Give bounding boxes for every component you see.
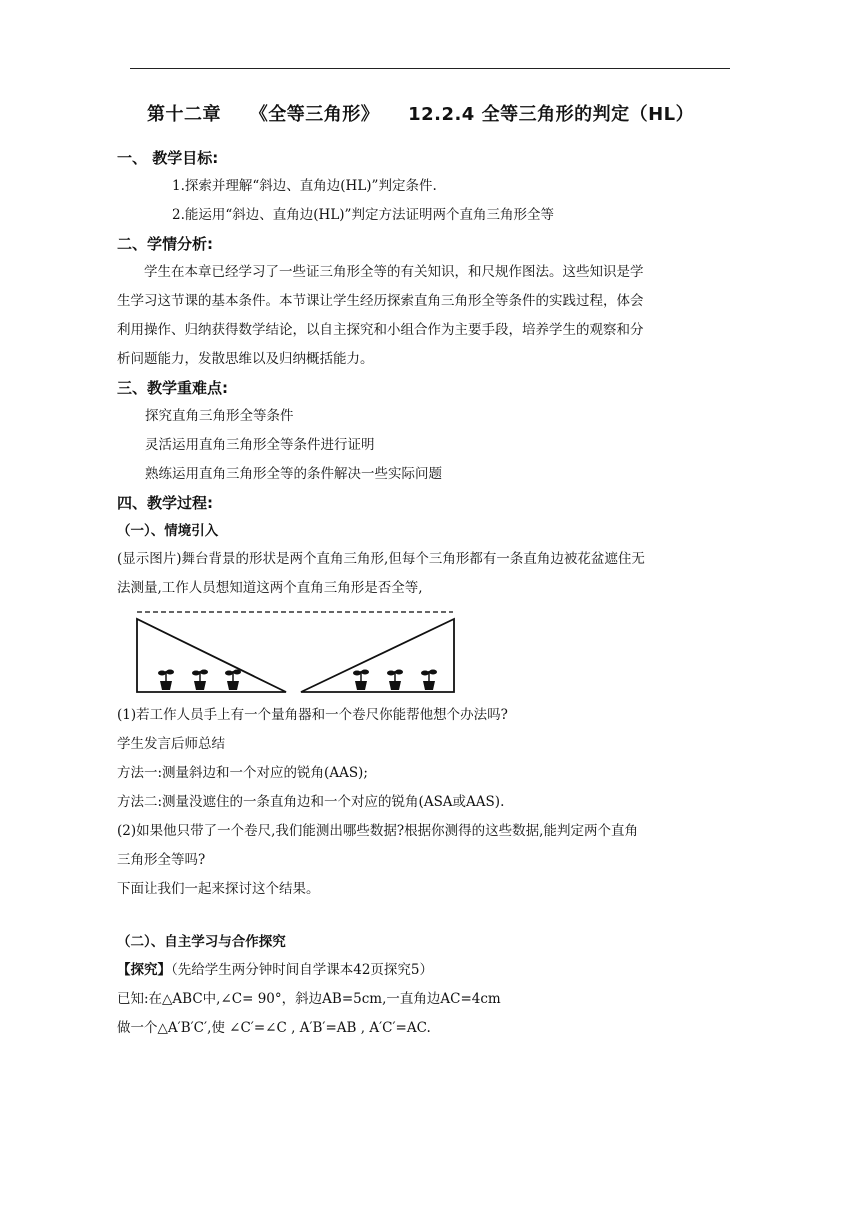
flowerpot-icon (387, 670, 403, 691)
explore-text: （先给学生两分钟时间自学课本42页探究5） (171, 962, 434, 978)
construct-line: 做一个△A′B′C′,使 ∠C′=∠C , A′B′=AB , A′C′=AC. (117, 1020, 431, 1036)
keypoint-item: 熟练运用直角三角形全等的条件解决一些实际问题 (145, 466, 442, 482)
goal-item: 1.探索并理解“斜边、直角边(HL)”判定条件. (172, 178, 437, 194)
process-line: 方法一:测量斜边和一个对应的锐角(AAS); (117, 765, 368, 781)
explore-label: 【探究】 (117, 962, 171, 978)
flowerpot-icon (192, 670, 208, 691)
left-triangle (137, 619, 286, 692)
stage-triangles-figure (131, 607, 476, 699)
explore-line (117, 956, 732, 985)
flowerpot-icon (421, 670, 437, 691)
page-title (147, 100, 732, 126)
process-line: 三角形全等吗? (117, 852, 206, 868)
process-line: (1)若工作人员手上有一个量角器和一个卷尺你能帮他想个办法吗? (117, 707, 508, 723)
section-heading-goals: 一、 教学目标: (117, 149, 219, 167)
keypoint-item: 灵活运用直角三角形全等条件进行证明 (145, 437, 375, 453)
subsection-heading-intro: （一）、情境引入 (117, 523, 219, 539)
keypoint-item: 探究直角三角形全等条件 (145, 408, 294, 424)
section-heading-process: 四、教学过程: (117, 494, 213, 512)
intro-line: 法测量,工作人员想知道这两个直角三角形是否全等, (117, 580, 423, 596)
lesson-label: 12.2.4 全等三角形的判定（HL） (408, 104, 695, 125)
section-heading-analysis: 二、学情分析: (117, 235, 213, 253)
process-line: 学生发言后师总结 (117, 736, 225, 752)
flowerpot-icon (225, 670, 241, 691)
chapter-label: 第十二章 (147, 104, 221, 125)
flowerpot-icon (158, 670, 174, 691)
section-heading-keypoints: 三、教学重难点: (117, 379, 228, 397)
header-rule (130, 68, 730, 69)
document-page (117, 100, 732, 1043)
unit-label: 《全等三角形》 (249, 104, 380, 125)
process-line: 方法二:测量没遮住的一条直角边和一个对应的锐角(ASA或AAS). (117, 794, 505, 810)
process-line: 下面让我们一起来探讨这个结果。 (117, 881, 320, 897)
subsection-heading-explore: （二）、自主学习与合作探究 (117, 934, 286, 950)
flowerpot-icon (353, 670, 369, 691)
intro-line: (显示图片)舞台背景的形状是两个直角三角形,但每个三角形都有一条直角边被花盆遮住无 (117, 551, 645, 567)
given-line: 已知:在△ABC中,∠C= 90°，斜边AB=5cm,一直角边AC=4cm (117, 991, 501, 1007)
goal-item: 2.能运用“斜边、直角边(HL)”判定方法证明两个直角三角形全等 (172, 207, 554, 223)
analysis-line: 析问题能力，发散思维以及归纳概括能力。 (117, 351, 374, 367)
analysis-line: 利用操作、归纳获得数学结论，以自主探究和小组合作为主要手段，培养学生的观察和分 (117, 322, 644, 338)
analysis-line: 生学习这节课的基本条件。本节课让学生经历探索直角三角形全等条件的实践过程，体会 (117, 293, 644, 309)
process-line: (2)如果他只带了一个卷尺,我们能测出哪些数据?根据你测得的这些数据,能判定两个直角 (117, 823, 638, 839)
spacer (117, 904, 732, 928)
analysis-line: 学生在本章已经学习了一些证三角形全等的有关知识，和尺规作图法。这些知识是学 (144, 264, 644, 280)
